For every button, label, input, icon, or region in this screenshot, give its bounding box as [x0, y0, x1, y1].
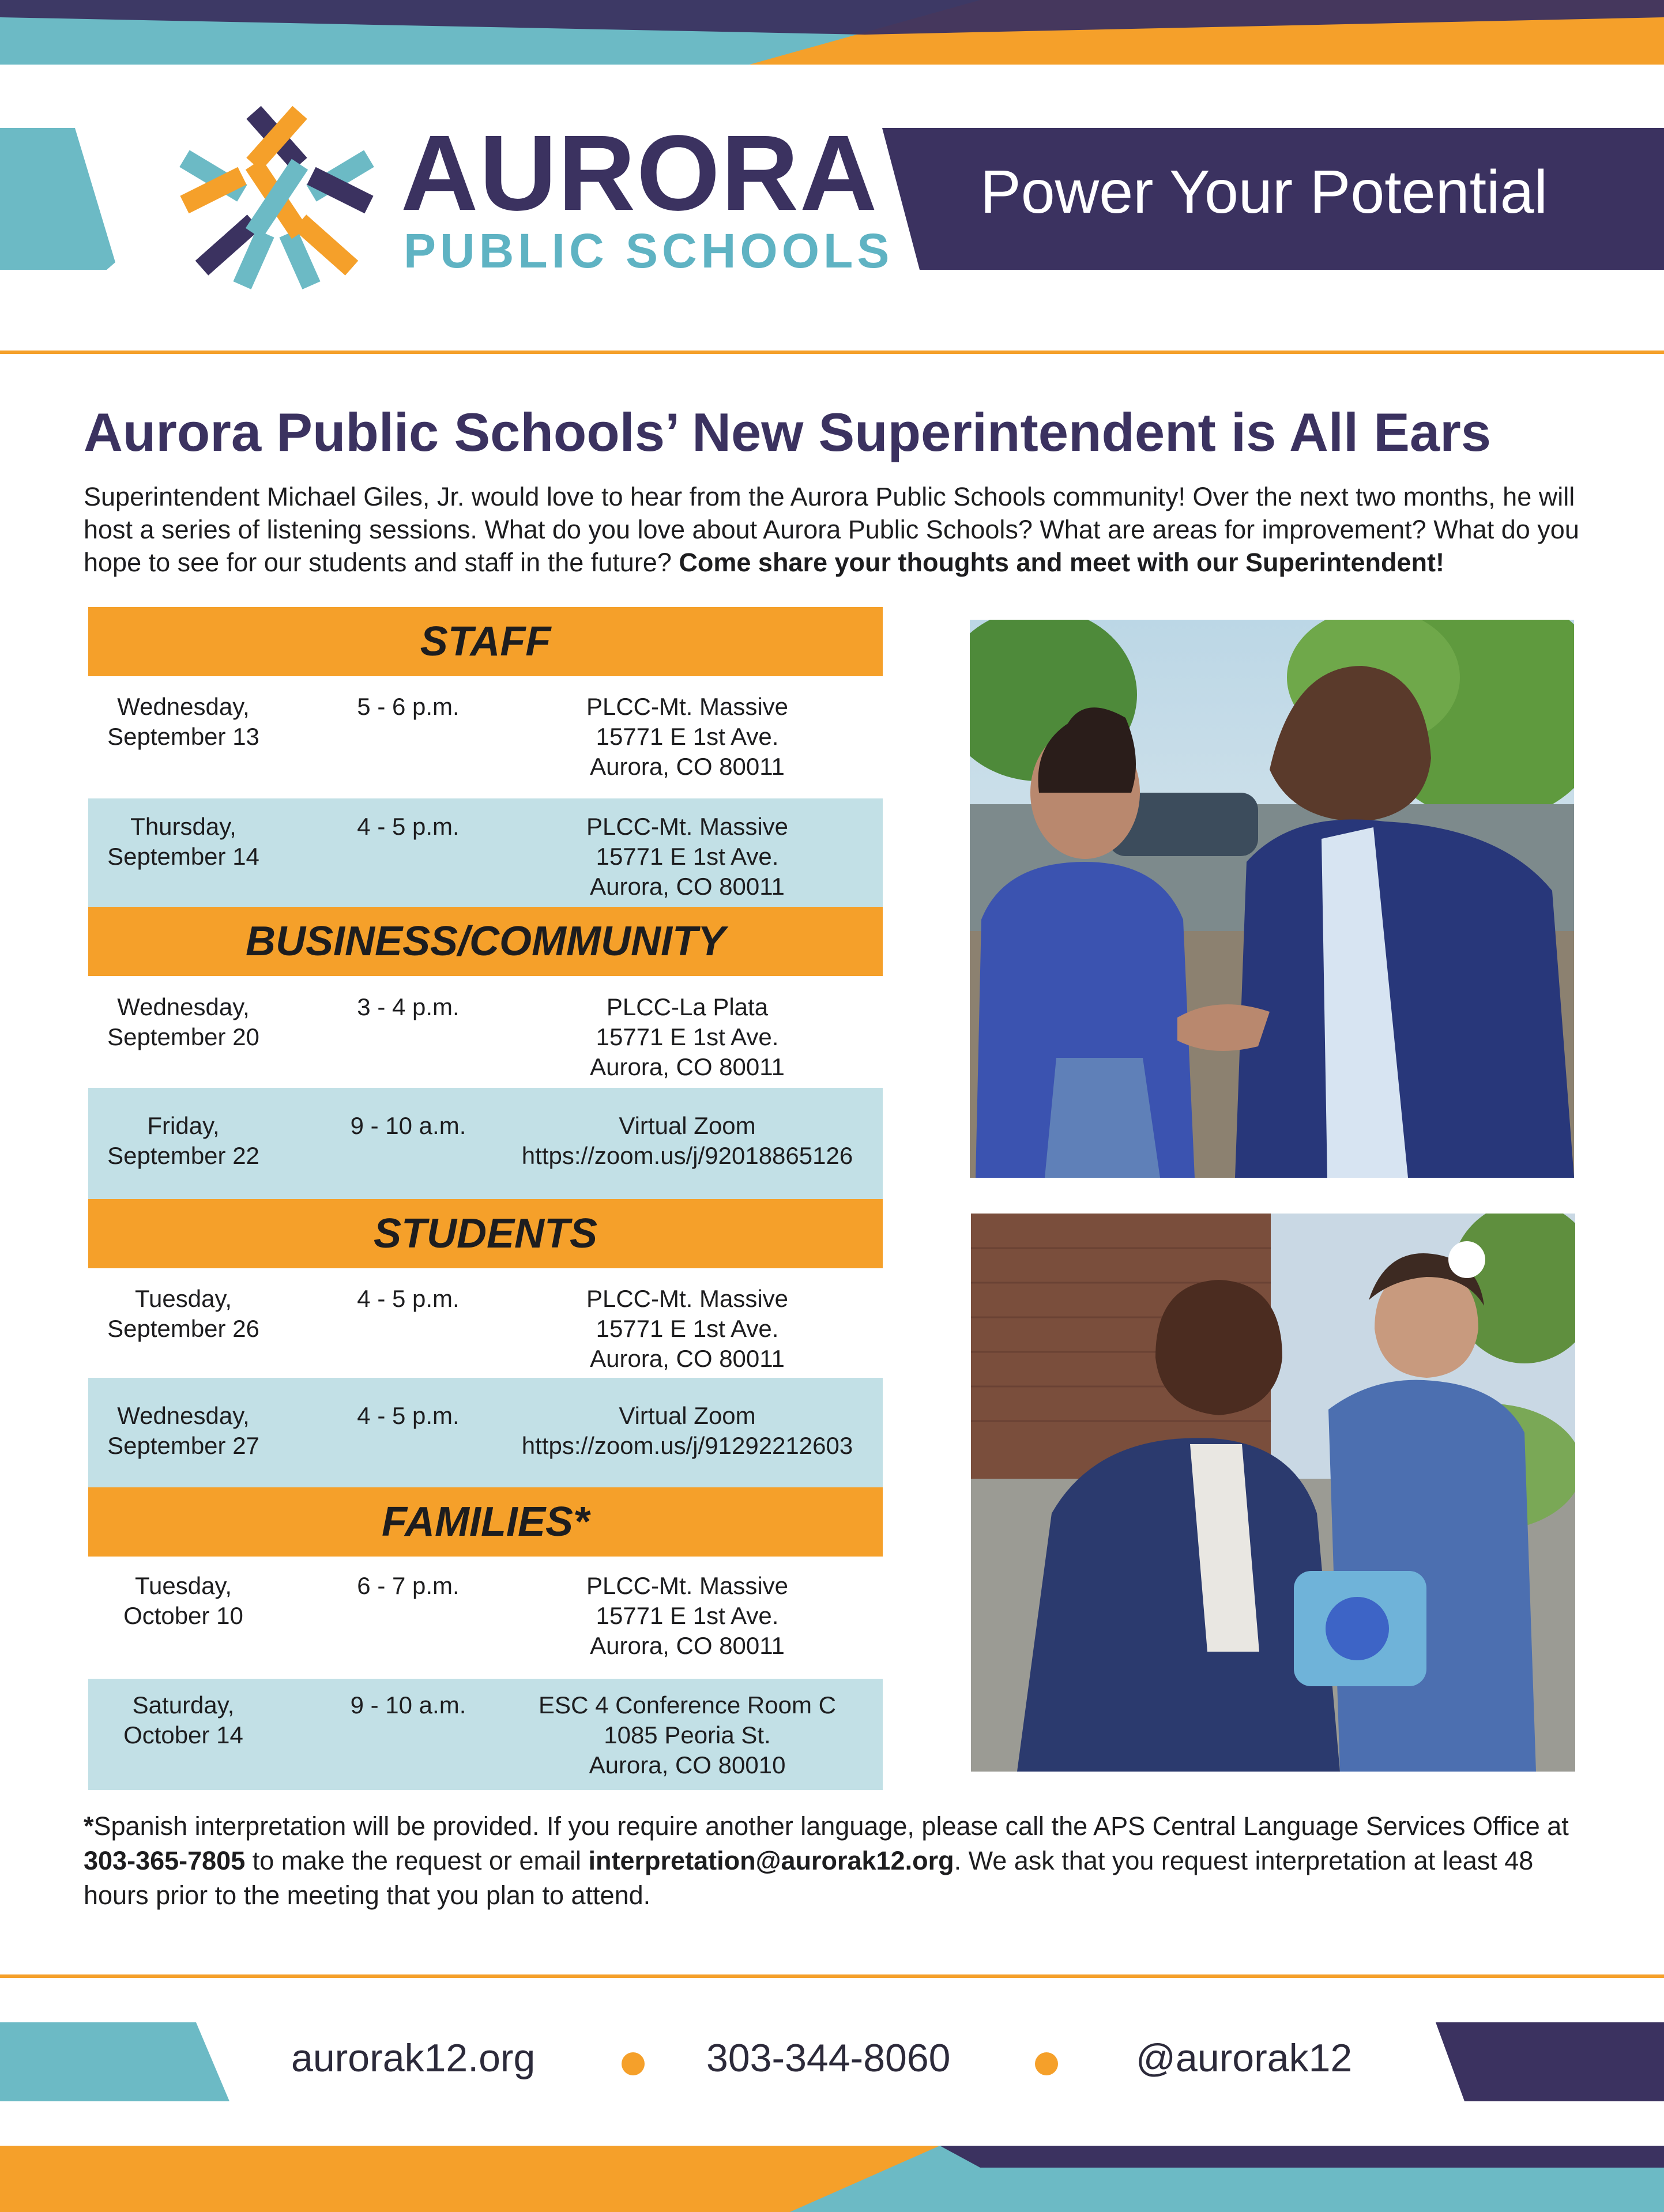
session-time: 4 - 5 p.m.	[357, 1285, 460, 1312]
aurora-logo-icon	[173, 101, 381, 297]
intro-call-to-action: Come share your thoughts and meet with our Superintendent!	[679, 548, 1444, 577]
bullet-dot-icon	[1035, 2052, 1058, 2075]
session-date: October 10	[123, 1602, 243, 1629]
session-row	[88, 1268, 883, 1378]
session-street: 15771 E 1st Ave.	[596, 1315, 779, 1342]
session-city: Aurora, CO 80011	[590, 1345, 785, 1372]
section-header-students: STUDENTS	[88, 1199, 883, 1268]
session-day: Friday,	[147, 1112, 220, 1139]
section-header-families: FAMILIES*	[88, 1487, 883, 1557]
session-date: September 22	[107, 1142, 259, 1169]
interpretation-email[interactable]: interpretation@aurorak12.org	[588, 1846, 954, 1875]
website-link[interactable]: aurorak12.org	[291, 2036, 536, 2080]
session-row	[88, 676, 883, 798]
session-row	[88, 798, 883, 907]
session-venue: Virtual Zoom	[619, 1112, 756, 1139]
session-time: 5 - 6 p.m.	[357, 693, 460, 720]
session-date: September 14	[107, 843, 259, 870]
logo-subtitle: PUBLIC SCHOOLS	[404, 224, 894, 278]
footnote-text-3: . We ask that you request interpretation at least 48 hours prior to the meeting that you plan to attend.	[84, 1846, 1534, 1910]
session-venue: ESC 4 Conference Room C	[539, 1691, 836, 1719]
session-street: 15771 E 1st Ave.	[596, 843, 779, 870]
session-time: 4 - 5 p.m.	[357, 1402, 460, 1429]
session-day: Tuesday,	[134, 1572, 232, 1599]
session-row	[88, 1088, 883, 1199]
interpretation-note	[84, 1809, 1583, 1913]
session-day: Saturday,	[132, 1691, 235, 1719]
session-row	[88, 976, 883, 1088]
session-street: 15771 E 1st Ave.	[596, 723, 779, 750]
session-date: September 27	[107, 1432, 259, 1459]
social-handle[interactable]: @aurorak12	[1136, 2036, 1353, 2080]
header-divider	[0, 351, 1664, 354]
session-time: 4 - 5 p.m.	[357, 813, 460, 840]
session-city: Aurora, CO 80011	[590, 1632, 785, 1659]
student-photo	[971, 1214, 1575, 1772]
session-day: Tuesday,	[134, 1285, 232, 1312]
footnote-text-2: to make the request or email	[245, 1846, 589, 1875]
session-street: 1085 Peoria St.	[604, 1721, 771, 1749]
logo-wordmark: AURORA	[401, 114, 879, 233]
session-city: Aurora, CO 80011	[590, 1053, 785, 1080]
session-day: Thursday,	[130, 813, 236, 840]
session-city: Aurora, CO 80010	[589, 1751, 786, 1778]
session-venue: PLCC-Mt. Massive	[586, 1572, 789, 1599]
session-street: 15771 E 1st Ave.	[596, 1602, 779, 1629]
session-row	[88, 1378, 883, 1487]
session-day: Wednesday,	[117, 1402, 250, 1429]
session-time: 3 - 4 p.m.	[357, 993, 460, 1020]
session-date: September 13	[107, 723, 259, 750]
footnote-marker: *	[84, 1811, 94, 1841]
section-header-business-community: BUSINESS/COMMUNITY	[88, 907, 883, 976]
session-date: October 14	[123, 1721, 243, 1749]
zoom-link[interactable]: https://zoom.us/j/91292212603	[521, 1432, 853, 1459]
phone-number[interactable]: 303-344-8060	[706, 2036, 951, 2080]
session-day: Wednesday,	[117, 693, 250, 720]
session-city: Aurora, CO 80011	[590, 873, 785, 900]
handshake-photo	[970, 620, 1574, 1178]
session-venue: PLCC-Mt. Massive	[586, 693, 789, 720]
session-date: September 20	[107, 1023, 259, 1050]
session-city: Aurora, CO 80011	[590, 753, 785, 780]
session-date: September 26	[107, 1315, 259, 1342]
page-title: Aurora Public Schools’ New Superintendent is All Ears	[84, 402, 1492, 462]
session-venue: PLCC-Mt. Massive	[586, 1285, 789, 1312]
language-services-phone[interactable]: 303-365-7805	[84, 1846, 246, 1875]
bullet-dot-icon	[622, 2052, 645, 2075]
session-time: 9 - 10 a.m.	[350, 1112, 466, 1139]
session-time: 9 - 10 a.m.	[350, 1691, 466, 1719]
session-row	[88, 1679, 883, 1790]
zoom-link[interactable]: https://zoom.us/j/92018865126	[521, 1142, 853, 1169]
session-time: 6 - 7 p.m.	[357, 1572, 460, 1599]
session-day: Wednesday,	[117, 993, 250, 1020]
session-venue: PLCC-Mt. Massive	[586, 813, 789, 840]
session-street: 15771 E 1st Ave.	[596, 1023, 779, 1050]
footnote-text-1: Spanish interpretation will be provided. If you require another language, please call the APS Central Language Services Office at	[93, 1811, 1569, 1841]
intro-paragraph	[84, 480, 1583, 579]
tagline: Power Your Potential	[980, 158, 1548, 226]
session-row	[88, 1557, 883, 1679]
intro-text: Superintendent Michael Giles, Jr. would love to hear from the Aurora Public Schools community! Over the next two months, he will host a series of listening sessions. What do you love about Aurora Public Schools? What are areas for improvement? What do you hope to see for our students and staff in the future?	[84, 482, 1579, 577]
section-header-staff: STAFF	[88, 607, 883, 676]
session-venue: Virtual Zoom	[619, 1402, 756, 1429]
footer-divider	[0, 1974, 1664, 1978]
session-venue: PLCC-La Plata	[606, 993, 769, 1020]
